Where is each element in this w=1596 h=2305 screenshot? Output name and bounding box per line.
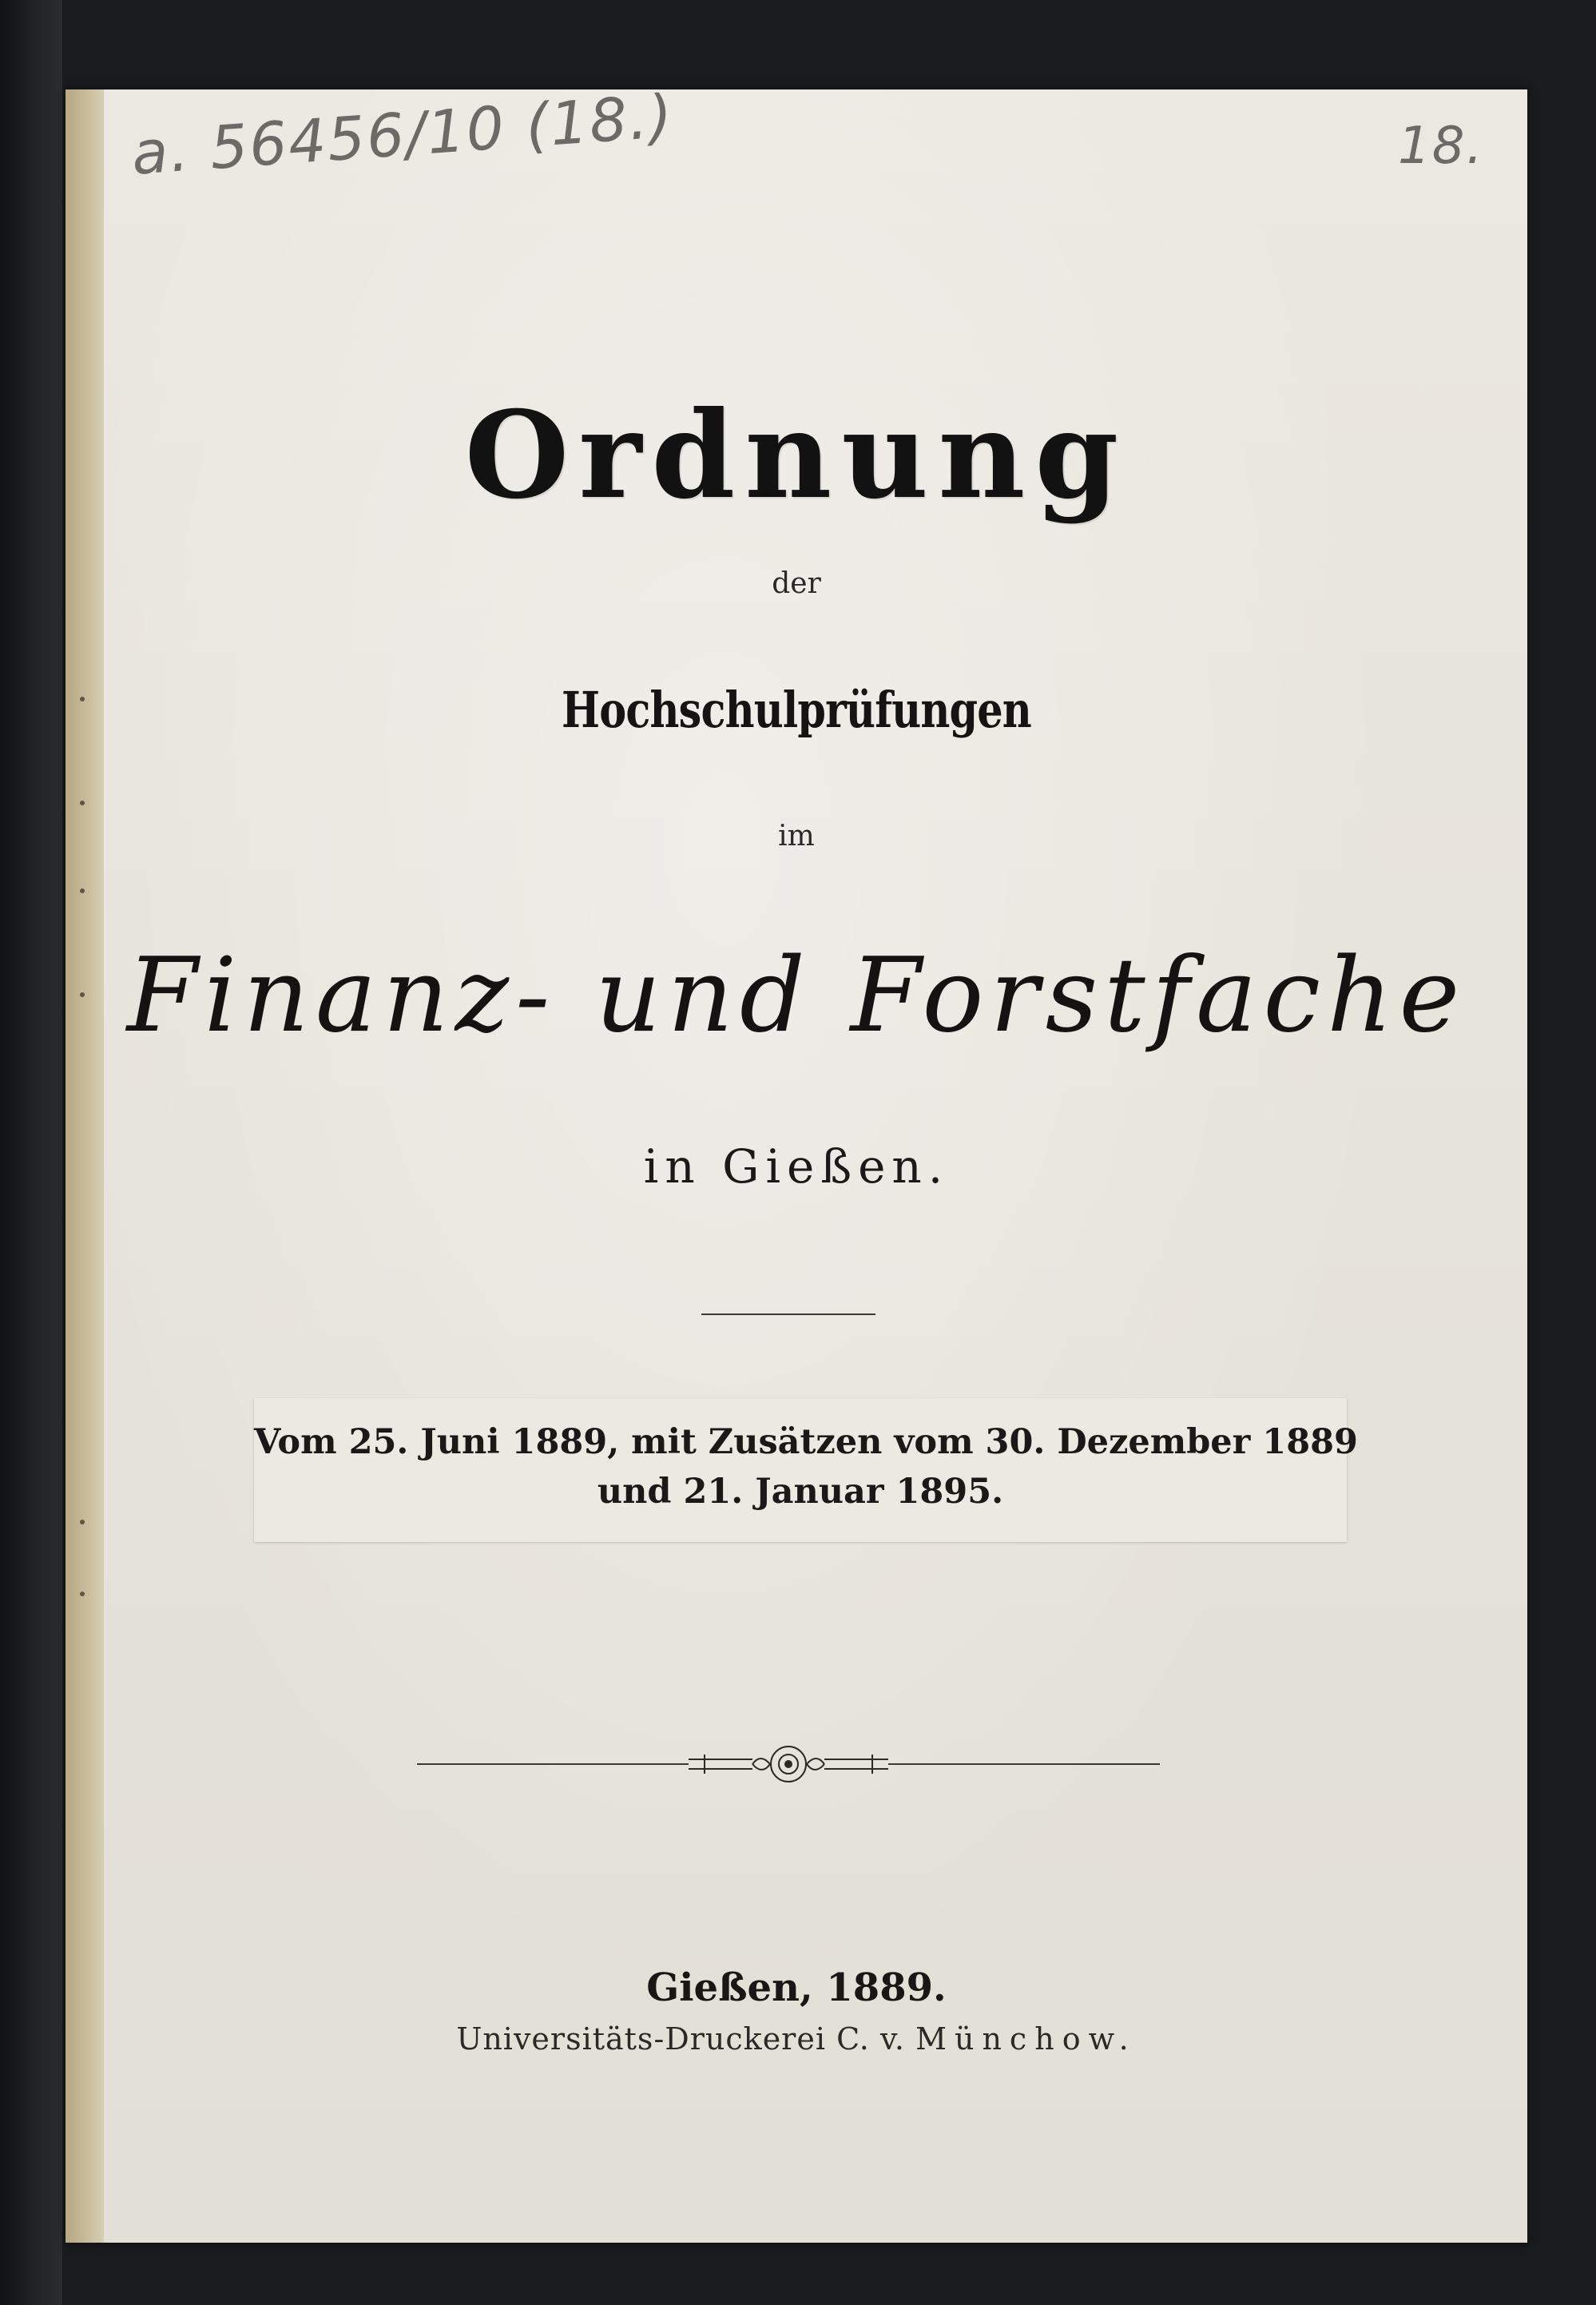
title-ordnung: Ordnung	[464, 385, 1129, 526]
page-mark-annotation: 18.	[1398, 117, 1484, 176]
shelfmark-annotation: a. 56456/10 (18.)	[129, 81, 677, 189]
printer-name: Münchow.	[915, 2021, 1137, 2057]
word-im: im	[778, 820, 815, 852]
title-finanz-forstfache: Finanz- und Forstfache	[126, 936, 1467, 1055]
date-line-2: und 21. Januar 1895.	[597, 1472, 1004, 1512]
imprint-printer	[66, 2021, 1527, 2057]
title-page	[66, 81, 1527, 2243]
imprint-place-year: Gießen, 1889.	[646, 1965, 947, 2010]
date-line-1: Vom 25. Juni 1889, mit Zusätzen vom 30. Dezember 1889	[254, 1422, 1358, 1462]
printer-prefix: Universitäts-Druckerei C. v.	[456, 2021, 905, 2057]
word-der: der	[772, 567, 821, 600]
date-slip	[254, 1398, 1358, 1542]
divider-rule	[701, 1313, 875, 1315]
ornament-divider	[417, 1740, 1160, 1788]
book-edge	[0, 0, 62, 2305]
title-hochschulpruefungen: Hochschulprüfungen	[562, 681, 1031, 739]
title-place: in Gießen.	[643, 1139, 950, 1194]
